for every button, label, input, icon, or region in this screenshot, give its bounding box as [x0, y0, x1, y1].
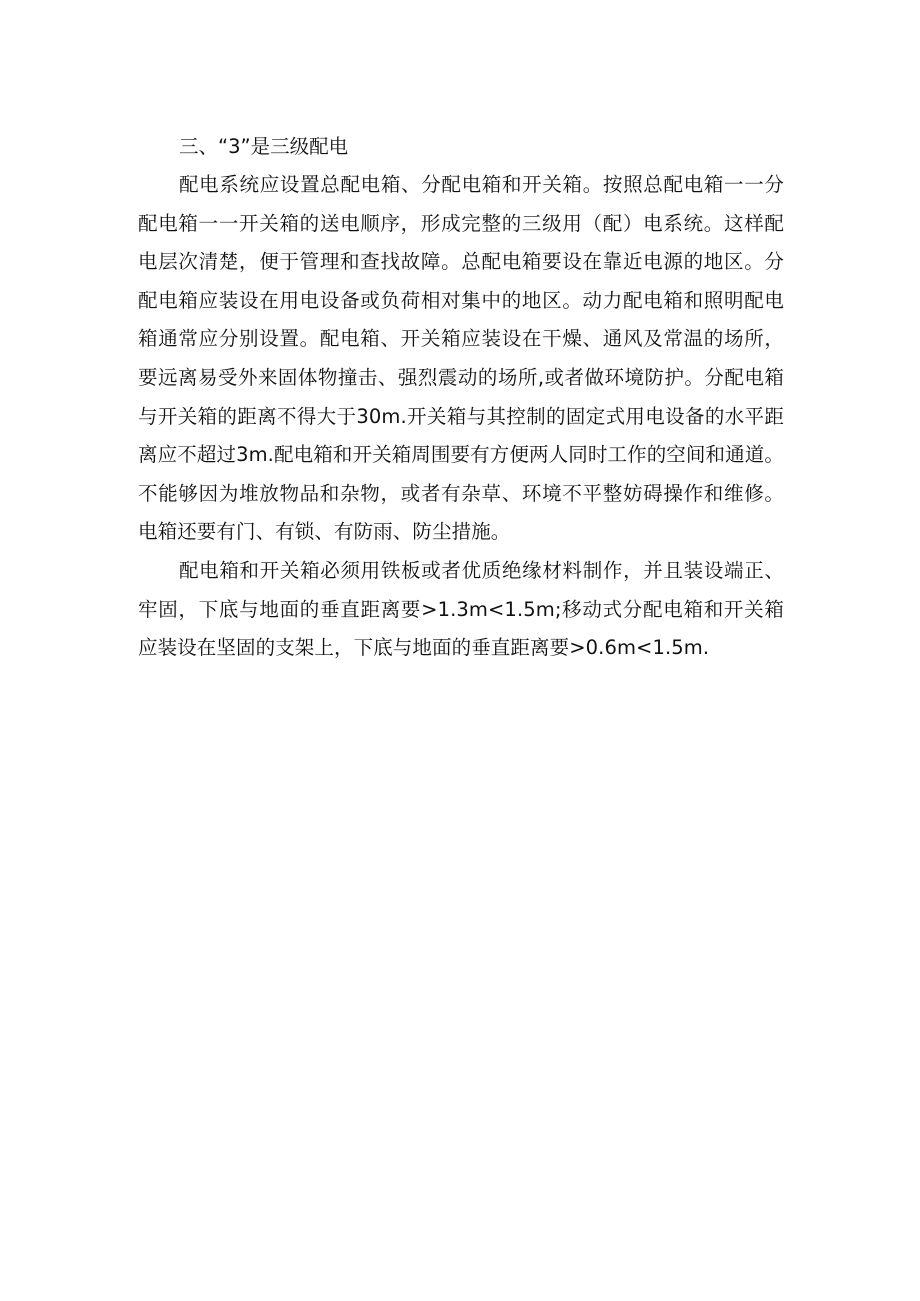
document-body [138, 128, 784, 668]
section-heading: 三、“3”是三级配电 [179, 135, 349, 158]
paragraph-box-material: 配电箱和开关箱必须用铁板或者优质绝缘材料制作，并且装设端正、牢固，下底与地面的垂直距离要>1.3m<1.5m;移动式分配电箱和开关箱应装设在坚固的支架上，下底与地面的垂直距离要>0.6m<1.5m. [138, 558, 784, 660]
paragraph-distribution-system: 配电系统应设置总配电箱、分配电箱和开关箱。按照总配电箱一一分配电箱一一开关箱的送电顺序，形成完整的三级用（配）电系统。这样配电层次清楚，便于管理和查找故障。总配电箱要设在靠近电源的地区。分配电箱应装设在用电设备或负荷相对集中的地区。动力配电箱和照明配电箱通常应分别设置。配电箱、开关箱应装设在干燥、通风及常温的场所，要远离易受外来固体物撞击、强烈震动的场所,或者做环境防护。分配电箱与开关箱的距离不得大于30m.开关箱与其控制的固定式用电设备的水平距离应不超过3m.配电箱和开关箱周围要有方便两人同时工作的空间和通道。不能够因为堆放物品和杂物，或者有杂草、环境不平整妨碍操作和维修。电箱还要有门、有锁、有防雨、防尘措施。 [138, 173, 784, 544]
